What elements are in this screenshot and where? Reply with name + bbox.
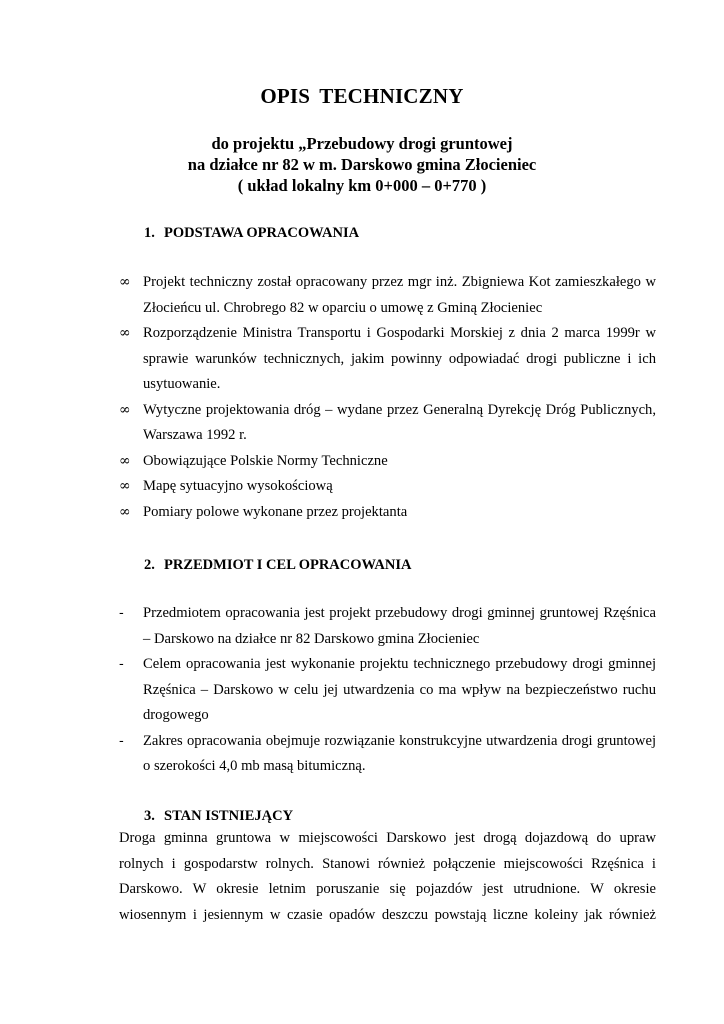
list-item [119, 449, 656, 475]
section-title: STAN ISTNIEJĄCY [164, 808, 294, 824]
list-item-text: Mapę sytuacyjno wysokościową [143, 478, 333, 494]
section-heading [144, 807, 293, 825]
list-item-text: Projekt techniczny został opracowany przez mgr inż. Zbigniewa Kot zamieszkałego w Złocieńcu ul. Chrobrego 82 w oparciu o umowę z Gminą Złocieniec [143, 274, 656, 316]
list-item [119, 500, 656, 526]
list-item-text: Obowiązujące Polskie Normy Techniczne [143, 452, 388, 469]
infinity-bullet-icon: ∞ [119, 274, 131, 290]
list-item-text: Wytyczne projektowania dróg – wydane przez Generalną Dyrekcję Dróg Publicznych, Warszawa 1992 r. [143, 401, 656, 443]
section-title: PRZEDMIOT I CEL OPRACOWANIA [164, 557, 412, 573]
paragraph-line: Darskowo. W okresie letnim poruszanie się pojazdów jest utrudnione. W okresie [119, 881, 656, 897]
subtitle-line: do projektu „Przebudowy drogi gruntowej [211, 134, 513, 153]
section-title: PODSTAWA OPRACOWANIA [164, 225, 360, 241]
reference-list [119, 270, 656, 525]
list-item [119, 398, 656, 449]
list-item-text: Celem opracowania jest wykonanie projektu technicznego przebudowy drogi gminnej Rzęśnica – Darskowo w celu jej utwardzenia co ma wpływ na bezpieczeństwo ruchu drogowego [143, 656, 656, 723]
section-heading [144, 224, 359, 242]
list-item [119, 601, 656, 652]
subtitle-line: ( układ lokalny km 0+000 – 0+770 ) [237, 176, 487, 195]
list-item [119, 270, 656, 321]
list-item-text: Przedmiotem opracowania jest projekt przebudowy drogi gminnej gruntowej Rzęśnica – Darskowo na działce nr 82 Darskowo gmina Złocieniec [143, 605, 656, 647]
infinity-bullet-icon: ∞ [119, 478, 131, 494]
section-number: 3. [144, 808, 155, 824]
dash-bullet-icon: - [119, 605, 124, 621]
subtitle-line: na działce nr 82 w m. Darskowo gmina Złocieniec [187, 155, 537, 174]
list-item [119, 321, 656, 398]
body-paragraph [119, 826, 656, 928]
list-item [119, 729, 656, 780]
list-item-text: Zakres opracowania obejmuje rozwiązanie konstrukcyjne utwardzenia drogi gruntowej o szerokości 4,0 mb masą bitumiczną. [143, 732, 656, 774]
infinity-bullet-icon: ∞ [119, 401, 131, 418]
dash-bullet-icon: - [119, 656, 124, 672]
document-title: OPIS TECHNICZNY [260, 84, 464, 108]
infinity-bullet-icon: ∞ [119, 325, 131, 341]
paragraph-line: Droga gminna gruntowa w miejscowości Darskowo jest drogą dojazdową do upraw [119, 830, 656, 846]
list-item-text: Rozporządzenie Ministra Transportu i Gospodarki Morskiej z dnia 2 marca 1999r w sprawie warunków technicznych, jakim powinny odpowiadać drogi publiczne i ich usytuowanie. [143, 325, 656, 392]
dash-bullet-icon: - [119, 732, 124, 749]
paragraph-line: wiosennym i jesiennym w czasie opadów deszczu powstają liczne koleiny jak również [119, 906, 656, 923]
infinity-bullet-icon: ∞ [119, 503, 131, 520]
section-heading [144, 556, 411, 574]
section-number: 1. [144, 225, 155, 241]
list-item [119, 652, 656, 729]
section-number: 2. [144, 557, 155, 573]
paragraph-line: rolnych i gospodarstw rolnych. Stanowi również połączenie miejscowości Rzęśnica i [119, 855, 656, 872]
infinity-bullet-icon: ∞ [119, 452, 131, 469]
list-item-text: Pomiary polowe wykonane przez projektanta [143, 503, 408, 520]
purpose-list [119, 601, 656, 780]
list-item [119, 474, 656, 500]
